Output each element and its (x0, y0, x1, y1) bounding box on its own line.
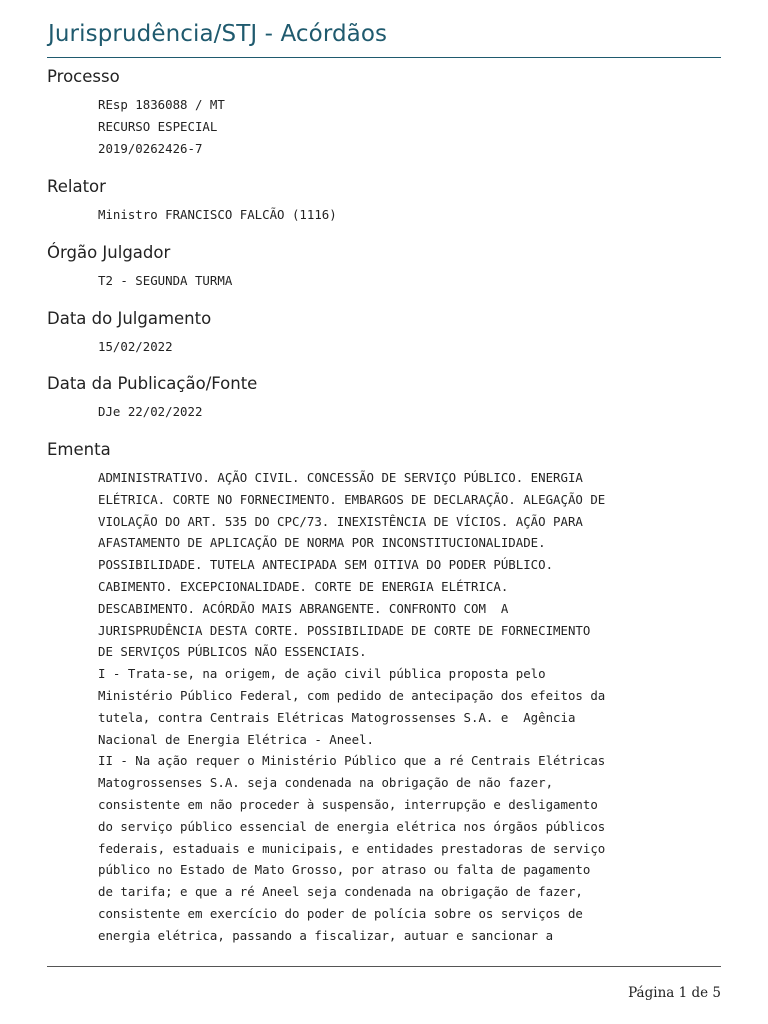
text-line: ADMINISTRATIVO. AÇÃO CIVIL. CONCESSÃO DE SERVIÇO PÚBLICO. ENERGIA (98, 470, 583, 485)
page-title: Jurisprudência/STJ - Acórdãos (48, 21, 388, 47)
section-data-publicacao (47, 373, 721, 423)
text-line: POSSIBILIDADE. TUTELA ANTECIPADA SEM OITIVA DO PODER PÚBLICO. (98, 557, 554, 573)
text-line: JURISPRUDÊNCIA DESTA CORTE. POSSIBILIDADE DE CORTE DE FORNECIMENTO (98, 622, 591, 638)
text-line: energia elétrica, passando a fiscalizar, autuar e sancionar a (98, 927, 554, 943)
text-line: REsp 1836088 / MT (98, 97, 225, 112)
section-body-processo (47, 94, 721, 159)
text-line: 15/02/2022 (98, 339, 173, 354)
text-line: VIOLAÇÃO DO ART. 535 DO CPC/73. INEXISTÊNCIA DE VÍCIOS. AÇÃO PARA (98, 513, 583, 529)
text-line: DESCABIMENTO. ACÓRDÃO MAIS ABRANGENTE. CONFRONTO COM A (98, 600, 509, 616)
text-line: DJe 22/02/2022 (98, 404, 203, 419)
footer-divider (47, 966, 721, 967)
section-heading-orgao-julgador: Órgão Julgador (47, 243, 171, 262)
section-body-relator (47, 204, 721, 226)
section-heading-data-julgamento: Data do Julgamento (47, 309, 212, 328)
text-line: consistente em exercício do poder de polícia sobre os serviços de (98, 905, 583, 921)
section-processo (47, 66, 721, 159)
text-line: DE SERVIÇOS PÚBLICOS NÃO ESSENCIAIS. (98, 644, 367, 660)
section-body-ementa (47, 467, 721, 947)
section-body-data-julgamento (47, 336, 721, 358)
text-line: I - Trata-se, na origem, de ação civil pública proposta pelo (98, 666, 546, 682)
text-line: T2 - SEGUNDA TURMA (98, 273, 233, 288)
text-line: tutela, contra Centrais Elétricas Matogrossenses S.A. e Agência (98, 709, 576, 725)
text-line: CABIMENTO. EXCEPCIONALIDADE. CORTE DE ENERGIA ELÉTRICA. (98, 578, 509, 594)
section-body-orgao-julgador (47, 270, 721, 292)
text-line: II - Na ação requer o Ministério Público que a ré Centrais Elétricas (98, 753, 606, 769)
page-header (47, 20, 721, 58)
page-number: Página 1 de 5 (628, 985, 721, 1001)
text-line: consistente em não proceder à suspensão, interrupção e desligamento (98, 796, 598, 812)
text-line: do serviço público essencial de energia elétrica nos órgãos públicos (98, 818, 606, 834)
section-relator (47, 176, 721, 226)
section-data-julgamento (47, 308, 721, 358)
text-line: Matogrossenses S.A. seja condenada na obrigação de não fazer, (98, 775, 554, 791)
text-line: Nacional de Energia Elétrica - Aneel. (98, 731, 375, 747)
section-heading-data-publicacao: Data da Publicação/Fonte (47, 374, 258, 393)
text-line: público no Estado de Mato Grosso, por atraso ou falta de pagamento (98, 862, 591, 878)
section-orgao-julgador (47, 242, 721, 292)
text-line: AFASTAMENTO DE APLICAÇÃO DE NORMA POR INCONSTITUCIONALIDADE. (98, 535, 546, 551)
text-line: Ministro FRANCISCO FALCÃO (1116) (98, 207, 337, 222)
text-line: de tarifa; e que a ré Aneel seja condenada na obrigação de fazer, (98, 884, 583, 900)
text-line: 2019/0262426-7 (98, 140, 203, 156)
section-heading-relator: Relator (47, 177, 106, 196)
section-heading-processo: Processo (47, 67, 120, 86)
section-body-data-publicacao (47, 401, 721, 423)
text-line: Ministério Público Federal, com pedido de antecipação dos efeitos da (98, 687, 606, 703)
section-heading-ementa: Ementa (47, 440, 111, 459)
text-line: ELÉTRICA. CORTE NO FORNECIMENTO. EMBARGOS DE DECLARAÇÃO. ALEGAÇÃO DE (98, 491, 606, 507)
text-line: RECURSO ESPECIAL (98, 118, 218, 134)
text-line: federais, estaduais e municipais, e entidades prestadoras de serviço (98, 840, 606, 856)
section-ementa (47, 439, 721, 947)
